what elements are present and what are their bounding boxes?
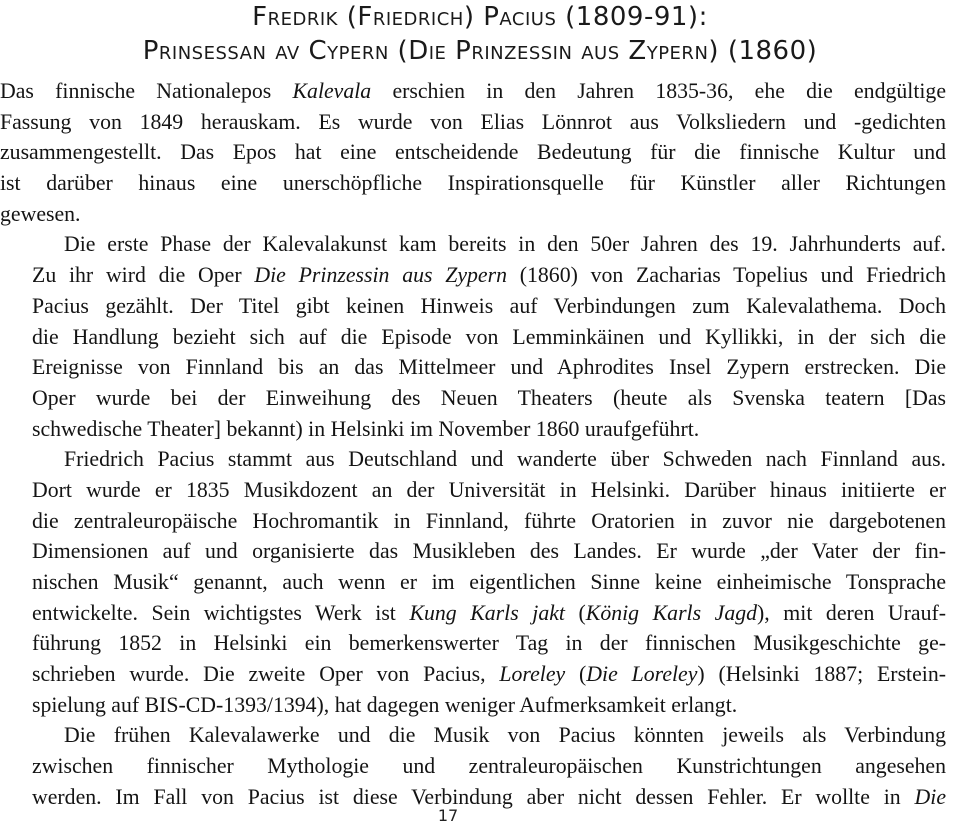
- text-run: ist darüber hinaus eine unerschöpfliche Inspirationsquelle für Künstler aller Richtungen: [0, 171, 946, 196]
- text-run: ), mit deren Urauf-: [757, 600, 946, 625]
- text-run: erschien in den Jahren 1835-36, ehe die endgültige: [371, 79, 946, 103]
- paragraph: [0, 76, 946, 229]
- text-line: [0, 444, 946, 475]
- text-line: [0, 598, 946, 629]
- text-run: werden. Im Fall von Pacius ist diese Verbindung aber nicht dessen Fehler. Er wollte in: [32, 784, 915, 809]
- text-run: nischen Musik“ genannt, auch wenn er im eigentlichen Sinne keine einheimische Tonsprache: [32, 570, 946, 594]
- text-run: zusammengestellt. Das Epos hat eine entscheidende Bedeutung für die finnische Kultur und: [0, 140, 946, 165]
- text-run: schrieben wurde. Die zweite Oper von Pacius,: [32, 662, 500, 687]
- text-run: Oper wurde bei der Einweihung des Neuen Theaters (heute als Svenska teatern [Das: [32, 385, 946, 410]
- paragraph: [0, 720, 946, 812]
- text-line: [0, 229, 946, 260]
- text-line: [0, 322, 946, 353]
- text-run: Das finnische Nationalepos: [0, 79, 293, 103]
- text-line: [0, 199, 946, 230]
- heading-opera-title: Prinsessan av Cypern (Die Prinzessin aus Zypern) (1860): [142, 36, 818, 66]
- text-run: Ereignisse von Finnland bis an das Mittelmeer und Aphrodites Insel Zypern erstrecken. Die: [32, 355, 946, 380]
- italic-title: Kalevala: [292, 79, 372, 103]
- text-line: [0, 137, 946, 168]
- italic-title: Die Prinzessin aus Zypern: [254, 263, 507, 288]
- text-line: [0, 383, 946, 414]
- text-run: Dort wurde er 1835 Musikdozent an der Universität in Helsinki. Darüber hinaus initiierte er: [32, 477, 946, 502]
- page-number: 17: [437, 806, 459, 825]
- text-run: (: [565, 662, 587, 687]
- paragraph: [0, 444, 946, 720]
- text-line: [0, 352, 946, 383]
- text-run: führung 1852 in Helsinki ein bemerkenswerter Tag in der finnischen Musikgeschichte ge-: [32, 631, 946, 656]
- text-line: [0, 628, 946, 659]
- text-line: [0, 76, 946, 107]
- text-run: Pacius gezählt. Der Titel gibt keinen Hinweis auf Verbindungen zum Kalevalathema. Doch: [32, 293, 946, 318]
- heading-composer: Fredrik (Friedrich) Pacius (1809-91):: [252, 2, 708, 32]
- text-line: [0, 475, 946, 506]
- text-line: [0, 107, 946, 138]
- italic-title: Loreley: [499, 662, 566, 687]
- italic-title: Die: [914, 784, 946, 809]
- italic-title: Kung Karls jakt: [409, 600, 565, 625]
- text-run: Friedrich Pacius stammt aus Deutschland und wanderte über Schweden nach Finnland aus.: [64, 447, 946, 472]
- text-line: [0, 659, 946, 690]
- text-run: Zu ihr wird die Oper: [32, 263, 255, 288]
- text-line: [0, 168, 946, 199]
- text-line: [0, 751, 946, 782]
- text-run: Fassung von 1849 herauskam. Es wurde von Elias Lönnrot aus Volksliedern und -gedichten: [0, 109, 946, 134]
- text-run: Die erste Phase der Kalevalakunst kam bereits in den 50er Jahren des 19. Jahrhunderts auf.: [64, 232, 946, 257]
- text-run: ) (Helsinki 1887; Erstein-: [697, 662, 946, 687]
- text-run: entwickelte. Sein wichtigstes Werk ist: [32, 600, 410, 625]
- italic-title: Die Loreley: [586, 662, 698, 687]
- text-run: schwedische Theater] bekannt) in Helsinki im November 1860 uraufgeführt.: [32, 416, 700, 441]
- text-run: (1860) von Zacharias Topelius und Friedrich: [506, 263, 946, 288]
- text-run: spielung auf BIS-CD-1393/1394), hat dagegen weniger Aufmerksamkeit erlangt.: [32, 692, 738, 717]
- text-line: [0, 690, 946, 721]
- text-run: zwischen finnischer Mythologie und zentraleuropäischen Kunstrichtungen angesehen: [32, 754, 946, 779]
- italic-title: König Karls Jagd: [585, 600, 758, 625]
- text-line: [0, 567, 946, 598]
- text-run: (: [564, 600, 586, 625]
- body-text: [0, 76, 946, 813]
- text-run: die zentraleuropäische Hochromantik in Finnland, führte Oratorien in zuvor nie dargebotenen: [32, 508, 946, 533]
- text-line: [0, 506, 946, 537]
- text-line: [0, 720, 946, 751]
- text-run: die Handlung bezieht sich auf die Episode von Lemminkäinen und Kyllikki, in der sich die: [32, 324, 946, 349]
- text-run: gewesen.: [0, 201, 81, 226]
- text-line: [0, 414, 946, 445]
- text-run: Die frühen Kalevalawerke und die Musik von Pacius könnten jeweils als Verbindung: [64, 723, 946, 748]
- paragraph: [0, 229, 946, 444]
- text-line: [0, 260, 946, 291]
- text-line: [0, 291, 946, 322]
- text-line: [0, 536, 946, 567]
- text-run: Dimensionen auf und organisierte das Musikleben des Landes. Er wurde „der Vater der fin-: [32, 539, 946, 564]
